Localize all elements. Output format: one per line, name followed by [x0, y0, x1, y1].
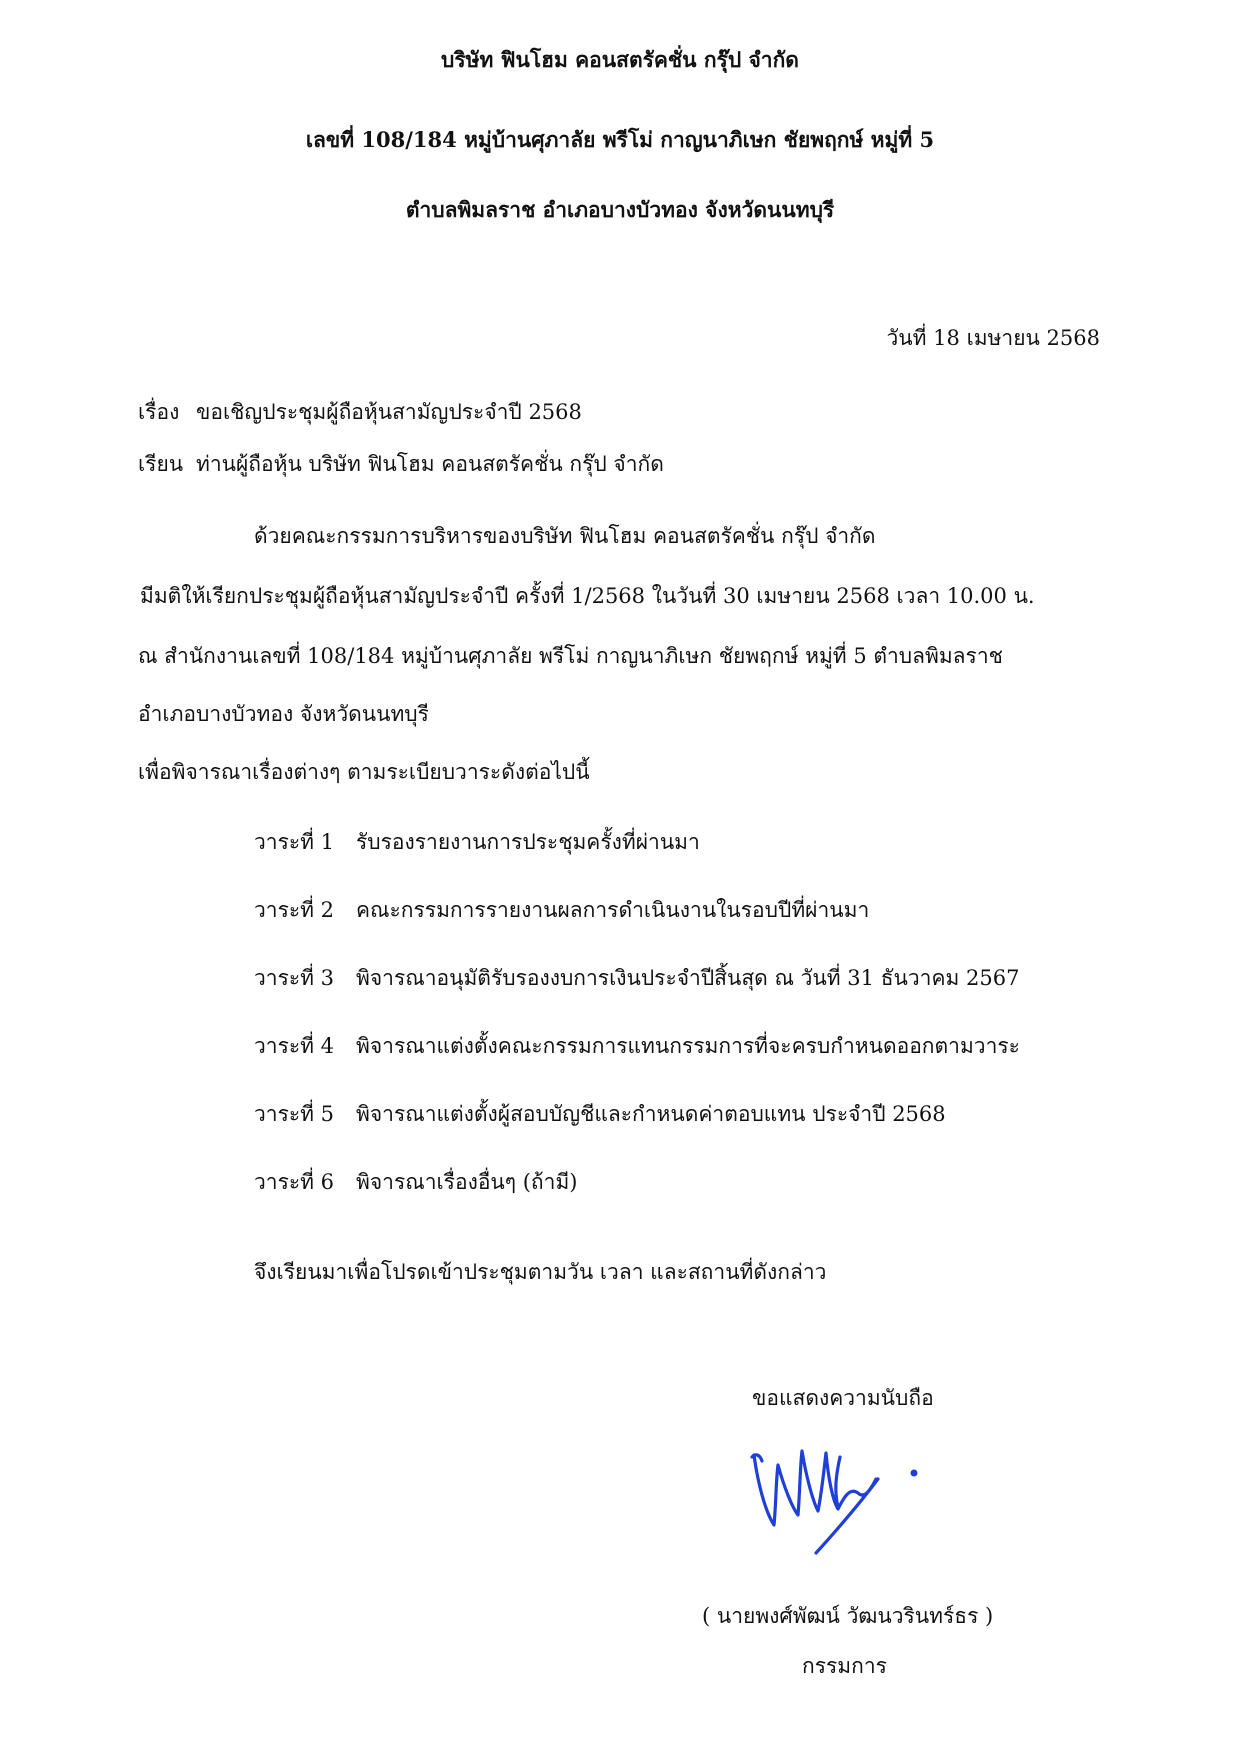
subject-text: ขอเชิญประชุมผู้ถือหุ้นสามัญประจำปี 2568	[196, 400, 582, 424]
company-name: บริษัท ฟินโฮม คอนสตรัคชั่น กรุ๊ป จำกัด	[441, 47, 799, 72]
agenda-number: วาระที่ 6	[254, 1170, 335, 1194]
agenda-number: วาระที่ 5	[254, 1102, 335, 1126]
agenda-text: พิจารณาอนุมัติรับรองงบการเงินประจำปีสิ้นสุด ณ วันที่ 31 ธันวาคม 2567	[356, 966, 1020, 990]
agenda-number: วาระที่ 4	[254, 1034, 335, 1058]
body-line-2: มีมติให้เรียกประชุมผู้ถือหุ้นสามัญประจำปี ครั้งที่ 1/2568 ในวันที่ 30 เมษายน 2568 เวลา 10.00 น.	[140, 584, 1035, 608]
signature-stroke	[816, 1479, 878, 1553]
letter-date: วันที่ 18 เมษายน 2568	[886, 326, 1100, 350]
salutation: ขอแสดงความนับถือ	[752, 1386, 934, 1410]
signer-position: กรรมการ	[802, 1654, 887, 1678]
agenda-text: พิจารณาแต่งตั้งคณะกรรมการแทนกรรมการที่จะครบกำหนดออกตามวาระ	[356, 1034, 1020, 1058]
agenda-text: พิจารณาแต่งตั้งผู้สอบบัญชีและกำหนดค่าตอบแทน ประจำปี 2568	[356, 1102, 946, 1126]
agenda-text: พิจารณาเรื่องอื่นๆ (ถ้ามี)	[356, 1170, 578, 1194]
recipient-label: เรียน	[138, 452, 184, 476]
agenda-text: รับรองรายงานการประชุมครั้งที่ผ่านมา	[356, 830, 700, 854]
body-line-1: ด้วยคณะกรรมการบริหารของบริษัท ฟินโฮม คอนสตรัคชั่น กรุ๊ป จำกัด	[254, 524, 876, 548]
recipient-text: ท่านผู้ถือหุ้น บริษัท ฟินโฮม คอนสตรัคชั่น กรุ๊ป จำกัด	[196, 452, 664, 476]
company-address-line1: เลขที่ 108/184 หมู่บ้านศุภาลัย พรีโม่ กาญนาภิเษก ชัยพฤกษ์ หมู่ที่ 5	[305, 127, 935, 152]
closing-sentence: จึงเรียนมาเพื่อโปรดเข้าประชุมตามวัน เวลา และสถานที่ดังกล่าว	[254, 1260, 827, 1284]
signer-name: ( นายพงศ์พัฒน์ วัฒนวรินทร์ธร )	[702, 1604, 994, 1628]
agenda-number: วาระที่ 2	[254, 898, 335, 922]
company-address-line2: ตำบลพิมลราช อำเภอบางบัวทอง จังหวัดนนทบุรี	[405, 197, 835, 222]
agenda-number: วาระที่ 3	[254, 966, 335, 990]
signature-image	[740, 1395, 940, 1575]
signature-stroke	[754, 1451, 876, 1525]
body-line-4: อำเภอบางบัวทอง จังหวัดนนทบุรี	[138, 702, 429, 726]
agenda-number: วาระที่ 1	[254, 830, 335, 854]
signature-stroke	[836, 1457, 840, 1507]
signature-dot	[911, 1470, 918, 1477]
agenda-text: คณะกรรมการรายงานผลการดำเนินงานในรอบปีที่ผ่านมา	[356, 898, 870, 922]
subject-label: เรื่อง	[138, 400, 180, 424]
body-line-5: เพื่อพิจารณาเรื่องต่างๆ ตามระเบียบวาระดังต่อไปนี้	[138, 760, 590, 784]
body-line-3: ณ สำนักงานเลขที่ 108/184 หมู่บ้านศุภาลัย พรีโม่ กาญนาภิเษก ชัยพฤกษ์ หมู่ที่ 5 ตำบลพิมลราช	[138, 644, 1003, 668]
